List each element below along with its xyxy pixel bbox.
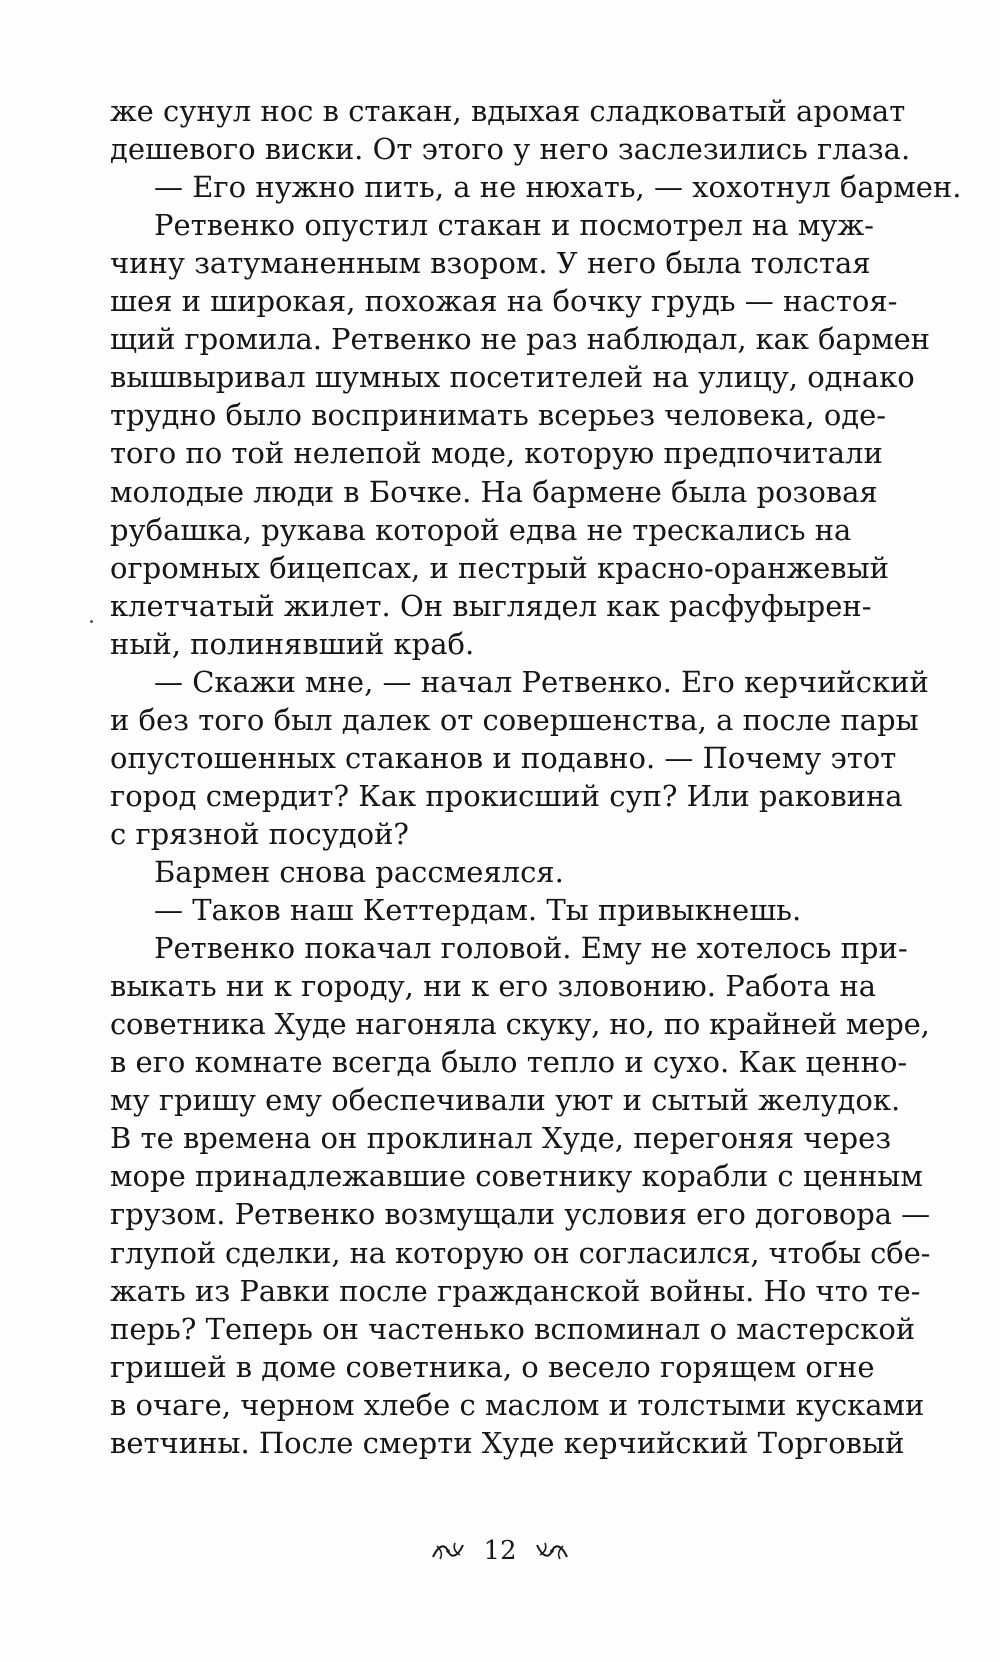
- text-line: жать из Равки после гражданской войны. Но что те-: [110, 1273, 921, 1308]
- text-line: — Скажи мне, — начал Ретвенко. Его керчийский: [154, 664, 929, 699]
- paper-speck: [90, 620, 93, 623]
- text-line: шея и широкая, похожая на бочку грудь — настоя-: [110, 284, 898, 319]
- text-line: чину затуманенным взором. У него была толстая: [110, 246, 871, 281]
- text-line: выкать ни к городу, ни к его зловонию. Работа на: [110, 969, 877, 1004]
- text-line: с грязной посудой?: [110, 816, 409, 851]
- text-line: рубашка, рукава которой едва не трескались на: [110, 512, 852, 547]
- text-line: — Его нужно пить, а не нюхать, — хохотнул бармен.: [154, 170, 962, 205]
- text-line: город смердит? Как прокисший суп? Или раковина: [110, 778, 903, 813]
- text-line: опустошенных стаканов и подавно. — Почему этот: [110, 740, 897, 775]
- text-line: дешевого виски. От этого у него заслезились глаза.: [110, 132, 911, 167]
- text-line: му гришу ему обеспечивали уют и сытый желудок.: [110, 1083, 901, 1118]
- page-number: 12: [483, 1536, 517, 1566]
- text-line: Бармен снова рассмеялся.: [154, 855, 564, 889]
- ornament-right-icon: [535, 1540, 569, 1562]
- text-line: щий громила. Ретвенко не раз наблюдал, как бармен: [110, 322, 930, 357]
- text-line: ный, полинявший краб.: [110, 626, 475, 661]
- text-line: грузом. Ретвенко возмущали условия его договора —: [110, 1197, 931, 1232]
- text-line: глупой сделки, на которую он согласился, чтобы сбе-: [110, 1235, 931, 1270]
- text-line: В те времена он проклинал Худе, перегоняя через: [110, 1121, 892, 1156]
- text-line: ветчины. После смерти Худе керчийский Торговый: [110, 1425, 905, 1460]
- text-line: перь? Теперь он частенько вспоминал о мастерской: [110, 1311, 916, 1346]
- text-line: — Таков наш Кеттердам. Ты привыкнешь.: [154, 893, 802, 928]
- text-line: молодые люди в Бочке. На бармене была розовая: [110, 474, 878, 509]
- text-line: клетчатый жилет. Он выглядел как расфуфырен-: [110, 588, 872, 623]
- text-line: трудно было воспринимать всерьез человека, оде-: [110, 398, 887, 433]
- text-line: и без того был далек от совершенства, а после пары: [110, 702, 919, 737]
- text-line: советника Худе нагоняла скуку, но, по крайней мере,: [110, 1007, 930, 1042]
- text-line: вышвыривал шумных посетителей на улицу, однако: [110, 360, 915, 395]
- text-line: Ретвенко опустил стакан и посмотрел на муж-: [154, 208, 874, 243]
- text-line: гришей в доме советника, о весело горящем огне: [110, 1349, 875, 1384]
- text-line: того по той нелепой моде, которую предпочитали: [110, 436, 883, 471]
- text-line: же сунул нос в стакан, вдыхая сладковатый аромат: [110, 94, 906, 128]
- ornament-left-icon: [431, 1540, 465, 1562]
- text-line: в очаге, черном хлебе с маслом и толстыми кусками: [110, 1387, 925, 1422]
- text-line: море принадлежавшие советнику корабли с ценным: [110, 1159, 923, 1194]
- text-line: Ретвенко покачал головой. Ему не хотелось при-: [154, 931, 908, 966]
- text-line: в его комнате всегда было тепло и сухо. Как ценно-: [110, 1045, 908, 1080]
- text-line: огромных бицепсах, и пестрый красно-оранжевый: [110, 550, 890, 585]
- page-footer: [0, 1530, 1000, 1570]
